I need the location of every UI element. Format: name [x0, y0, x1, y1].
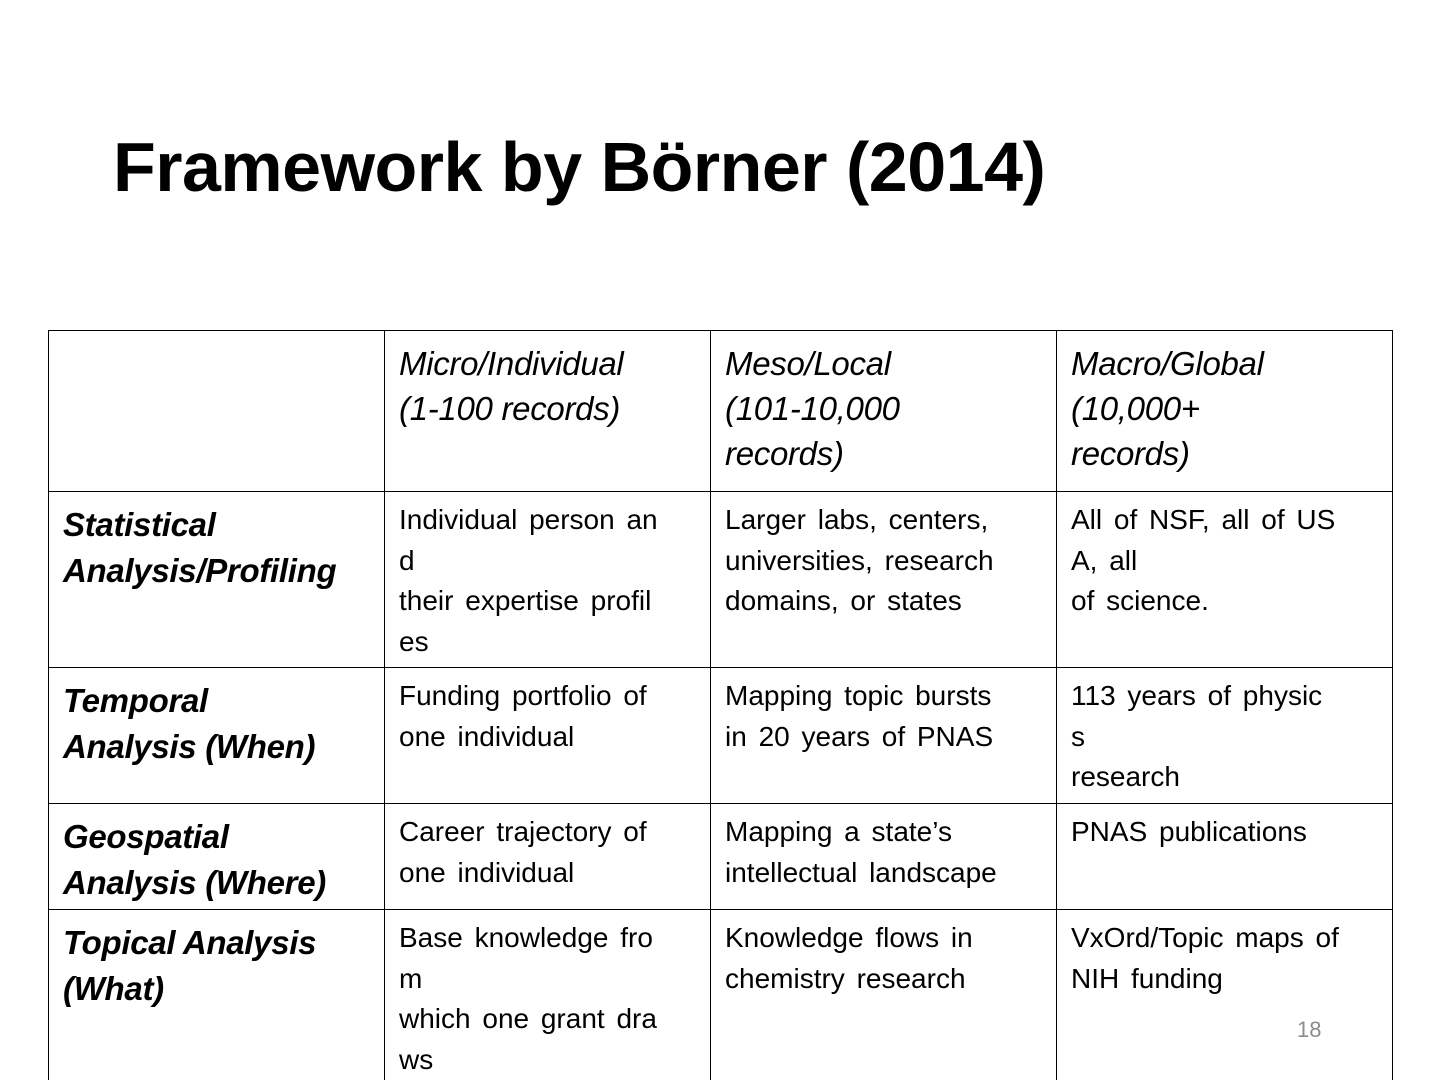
cell-line: chemistry research	[725, 962, 966, 994]
cell-line: of science.	[1071, 585, 1209, 616]
table-row-geospatial	[49, 804, 1393, 910]
row-head-topical	[49, 910, 385, 1080]
slide-title: Framework by Börner (2014)	[113, 128, 1046, 206]
table-row-temporal	[49, 668, 1393, 804]
cell-line: one individual	[399, 720, 575, 752]
cell-line: d	[399, 544, 415, 576]
cell-line: Individual person an	[399, 504, 658, 535]
cell-topical-meso	[711, 910, 1057, 1080]
cell-line: es	[399, 625, 429, 657]
cell-line: their expertise profil	[399, 585, 652, 616]
cell-line: which one grant dra	[399, 1003, 657, 1034]
cell-line: ws	[399, 1043, 434, 1075]
header-macro-global	[1057, 331, 1393, 492]
cell-line: Mapping a state’s	[725, 816, 952, 847]
row-head-line: Geospatial	[63, 818, 229, 855]
cell-statistical-macro	[1057, 492, 1393, 668]
cell-line: research	[1071, 761, 1180, 792]
cell-geospatial-meso	[711, 804, 1057, 910]
header-meso-local	[711, 331, 1057, 492]
cell-temporal-micro	[385, 668, 711, 804]
header-line: Micro/Individual	[399, 345, 624, 382]
cell-temporal-macro	[1057, 668, 1393, 804]
framework-table	[48, 330, 1393, 1080]
page-number: 18	[1297, 1017, 1322, 1042]
cell-line: All of NSF, all of US	[1071, 504, 1336, 535]
cell-line: Mapping topic bursts	[725, 680, 992, 711]
cell-line: m	[399, 962, 423, 994]
header-line: (10,000+	[1071, 390, 1200, 427]
cell-line: in 20 years of PNAS	[725, 720, 994, 752]
row-head-line: Statistical	[63, 506, 216, 543]
cell-line: one individual	[399, 856, 575, 888]
cell-topical-macro	[1057, 910, 1393, 1080]
row-head-line: (What)	[63, 970, 164, 1007]
cell-statistical-micro	[385, 492, 711, 668]
table-header-row	[49, 331, 1393, 492]
row-head-temporal	[49, 668, 385, 804]
cell-line: intellectual landscape	[725, 856, 997, 888]
cell-line: Knowledge flows in	[725, 922, 973, 953]
cell-line: domains, or states	[725, 585, 962, 616]
row-head-line: Temporal	[63, 682, 208, 719]
table-row-statistical	[49, 492, 1393, 668]
header-line: Macro/Global	[1071, 345, 1264, 382]
cell-temporal-meso	[711, 668, 1057, 804]
cell-line: A, all	[1071, 544, 1138, 576]
row-head-line: Analysis (When)	[63, 728, 316, 765]
cell-statistical-meso	[711, 492, 1057, 668]
cell-line: VxOrd/Topic maps of	[1071, 922, 1339, 953]
row-head-statistical	[49, 492, 385, 668]
row-head-geospatial	[49, 804, 385, 910]
header-blank-cell	[49, 331, 385, 492]
cell-geospatial-macro	[1057, 804, 1393, 910]
cell-line: Funding portfolio of	[399, 680, 647, 711]
table-row-topical	[49, 910, 1393, 1080]
header-line: records)	[1071, 435, 1190, 472]
cell-geospatial-micro	[385, 804, 711, 910]
row-head-line: Topical Analysis	[63, 924, 317, 961]
cell-line: NIH funding	[1071, 962, 1223, 994]
row-head-line: Analysis/Profiling	[63, 552, 337, 589]
cell-line: PNAS publications	[1071, 816, 1307, 847]
cell-topical-micro	[385, 910, 711, 1080]
cell-line: s	[1071, 720, 1085, 752]
header-line: (1-100 records)	[399, 390, 621, 427]
cell-line: Career trajectory of	[399, 816, 647, 847]
cell-line: Larger labs, centers,	[725, 504, 989, 535]
cell-line: Base knowledge fro	[399, 922, 653, 953]
header-line: records)	[725, 435, 844, 472]
cell-line: 113 years of physic	[1071, 680, 1323, 711]
header-micro-individual	[385, 331, 711, 492]
cell-line: universities, research	[725, 544, 994, 576]
header-line: (101-10,000	[725, 390, 900, 427]
header-line: Meso/Local	[725, 345, 891, 382]
row-head-line: Analysis (Where)	[63, 864, 326, 901]
